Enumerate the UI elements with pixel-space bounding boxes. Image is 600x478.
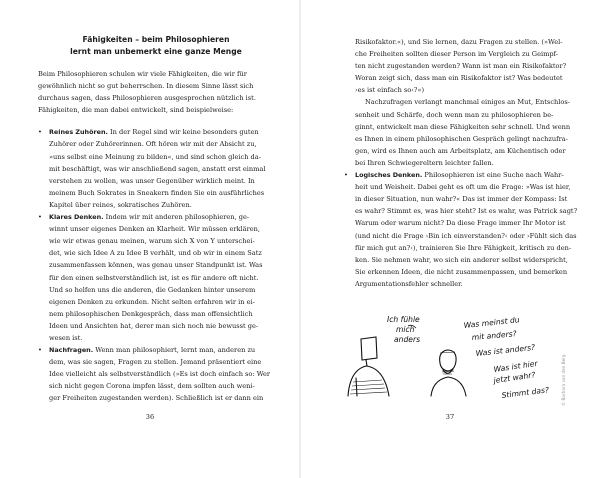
item-line: zusammenfassen können, was genau unser Standpunkt ist. Was bbox=[49, 261, 263, 270]
heading-line-2: lernt man unbemerkt eine ganze Menge bbox=[70, 47, 242, 56]
sketch-text: jetzt wahr? bbox=[493, 370, 536, 385]
text-line: ginnt, entwickelt man diese Fähigkeiten sehr schnell. Und wenn bbox=[355, 122, 571, 131]
heading-line-1: Fähigkeiten – beim Philosophieren bbox=[82, 35, 230, 44]
item-line: sich nicht gegen Corona impfen lässt, dem sollten auch weni- bbox=[49, 382, 255, 391]
text-line: bei Ihren Schwiegereltern leichter fallen. bbox=[355, 158, 494, 167]
box-head-figure-hatching bbox=[350, 380, 387, 394]
text-line: Risikofaktor.«), und Sie lernen, dazu Fragen zu stellen. (»Wel- bbox=[355, 38, 563, 46]
bullet-icon: • bbox=[38, 128, 42, 137]
item-line: (und nicht die Frage ›Bin ich einverstanden?‹ oder ›Fühlt sich das bbox=[355, 231, 577, 240]
sketch-illustration bbox=[344, 308, 568, 408]
text-line: es Ihnen in einem philosophischen Gespräch gelingt nachzufra- bbox=[355, 134, 568, 143]
item-line: ken. Sie nehmen wahr, wo sich ein anderer selbst widerspricht, bbox=[355, 255, 568, 264]
item-title: Logisches Denken. bbox=[355, 171, 423, 180]
sketch-text: mit anders? bbox=[471, 329, 517, 342]
box-head-figure bbox=[348, 337, 389, 396]
sketch-text: Ich fühle bbox=[387, 315, 420, 324]
item-line: Sie erkennen Ideen, die nicht zusammenpassen, und bemerken bbox=[355, 267, 568, 276]
item-line: eigenen Denken zu erkunden. Nicht selten erfahren wir in ei- bbox=[49, 297, 255, 306]
item-title: Klares Denken. bbox=[49, 213, 104, 222]
item-line: Warum oder warum nicht? Da diese Frage immer Ihr Motor ist bbox=[355, 219, 566, 228]
section-heading bbox=[38, 34, 274, 58]
bullet-icon: • bbox=[344, 171, 348, 180]
sketch-text: Stimmt das? bbox=[501, 385, 550, 400]
text-line: Nachzufragen verlangt manchmal einiges an Mut, Entschlos- bbox=[365, 98, 570, 107]
item-line: für mich gut an?‹), trainieren Sie Ihre Fähigkeit, kritisch zu den- bbox=[355, 243, 572, 252]
item-line: verstehen zu wollen, was unser Gegenüber wirklich meint. In bbox=[49, 176, 255, 185]
item-line: wesen ist. bbox=[49, 333, 83, 342]
list-item-klares-denken bbox=[38, 211, 274, 344]
intro-line: Fähigkeiten, die man dabei entwickelt, sind beispielweise: bbox=[38, 106, 234, 115]
text-line: Woran zeigt sich, dass man ein Risikofaktor ist? Was bedeutet bbox=[355, 74, 563, 83]
intro-line: gewöhnlich nicht so gut beherrschen. In diesem Sinne lässt sich bbox=[38, 82, 254, 91]
left-body bbox=[38, 68, 274, 405]
item-line: Argumentationsfehler schneller. bbox=[355, 279, 463, 288]
list-item-nachfragen bbox=[38, 344, 274, 404]
intro-line: durchaus sagen, dass Philosophieren ausgesprochen nützlich ist. bbox=[38, 94, 256, 103]
item-line: ger Freiheiten zugestanden werden). Schließlich ist er dann ein bbox=[49, 394, 264, 403]
list-item-logisches-denken bbox=[344, 169, 580, 290]
item-line: meinem Buch Sokrates in Sneakern finden Sie ein ausführliches bbox=[49, 188, 265, 197]
sketch-text: anders bbox=[394, 335, 421, 344]
item-line: »uns selbst eine Meinung zu bilden«, und sind schon gleich da- bbox=[49, 152, 261, 161]
text-line: ›es ist einfach so‹?«) bbox=[355, 86, 425, 95]
item-line: Philosophieren ist eine Suche nach Wahr- bbox=[422, 171, 564, 180]
item-line: es wahr? Stimmt es, was hier steht? Ist es wahr, was Patrick sagt? bbox=[355, 207, 578, 216]
item-line: dem, was sie sagen, Fragen zu stellen. Jemand präsentiert eine bbox=[49, 358, 262, 367]
item-line: Wenn man philosophiert, lernt man, anderen zu bbox=[93, 346, 256, 355]
item-line: heit und Weisheit. Dabei geht es oft um die Frage: »Was ist hier, bbox=[355, 183, 571, 192]
item-line: für den einen selbstverständlich ist, ist es für andere oft nicht. bbox=[49, 273, 259, 282]
sketch-text: mich bbox=[396, 325, 415, 334]
sketch-text: Was ist hier bbox=[493, 358, 539, 374]
item-line: Idee vielleicht als selbstverständlich (»Es ist doch einfach so: Wer bbox=[49, 370, 271, 379]
item-line: winnt unser eigenes Denken an Klarheit. Wir müssen erklären, bbox=[49, 225, 260, 234]
item-line: mit beschäftigt, was wir anschließend sagen, anstatt erst einmal bbox=[49, 164, 266, 173]
item-title: Reines Zuhören. bbox=[49, 128, 108, 137]
text-line: senheit und Schärfe, doch wenn man zu philosophieren be- bbox=[355, 110, 554, 119]
page-number-left: 36 bbox=[145, 413, 155, 421]
item-line: Zuhörer oder Zuhörerinnen. Oft hören wir mit der Absicht zu, bbox=[49, 140, 257, 149]
item-line: Indem wir mit anderen philosophieren, ge- bbox=[103, 213, 250, 222]
item-line: Und so helfen uns die anderen, die Gedanken hinter unserem bbox=[49, 285, 256, 294]
item-line: in dieser Situation, nun wahr?« Das ist immer der Kompass: Ist bbox=[355, 195, 568, 204]
text-line: gen, wird es Ihnen auch am Arbeitsplatz, am Küchentisch oder bbox=[355, 146, 566, 155]
bullet-icon: • bbox=[38, 213, 42, 222]
item-line: nem philosophischen Denkgespräch, dass man offensichtlich bbox=[49, 309, 253, 318]
item-line: In der Regel sind wir keine besonders guten bbox=[107, 128, 259, 137]
list-item-reines-zuhoeren bbox=[38, 126, 274, 211]
item-line: Kapitel über reines, sokratisches Zuhören. bbox=[49, 200, 192, 209]
right-body bbox=[344, 36, 580, 290]
sketch-text: Was meinst du bbox=[463, 315, 520, 330]
item-line: Ideen und Ansichten hat, derer man sich noch nie bewusst ge- bbox=[49, 321, 259, 330]
text-line: che Freiheiten sollten dieser Person im Vergleich zu Geimpf- bbox=[355, 50, 558, 59]
bearded-figure bbox=[431, 350, 466, 396]
item-title: Nachfragen. bbox=[49, 346, 94, 355]
item-line: det, wie sich Idee A zu Idee B verhält, und ob wir in einem Satz bbox=[49, 249, 262, 258]
text-line: ten nicht zugestanden werden? Wann ist man ein Risikofaktor? bbox=[355, 62, 567, 71]
illustration-credit: © Barbara van den Berg bbox=[561, 354, 566, 406]
item-line: wie wir etwas genau meinen, warum sich X von Y unterschei- bbox=[49, 237, 255, 246]
bullet-icon: • bbox=[38, 346, 42, 355]
intro-line: Beim Philosophieren schulen wir viele Fähigkeiten, die wir für bbox=[38, 70, 247, 78]
sketch-text: Was ist anders? bbox=[475, 342, 536, 358]
page-number-right: 37 bbox=[445, 413, 455, 421]
